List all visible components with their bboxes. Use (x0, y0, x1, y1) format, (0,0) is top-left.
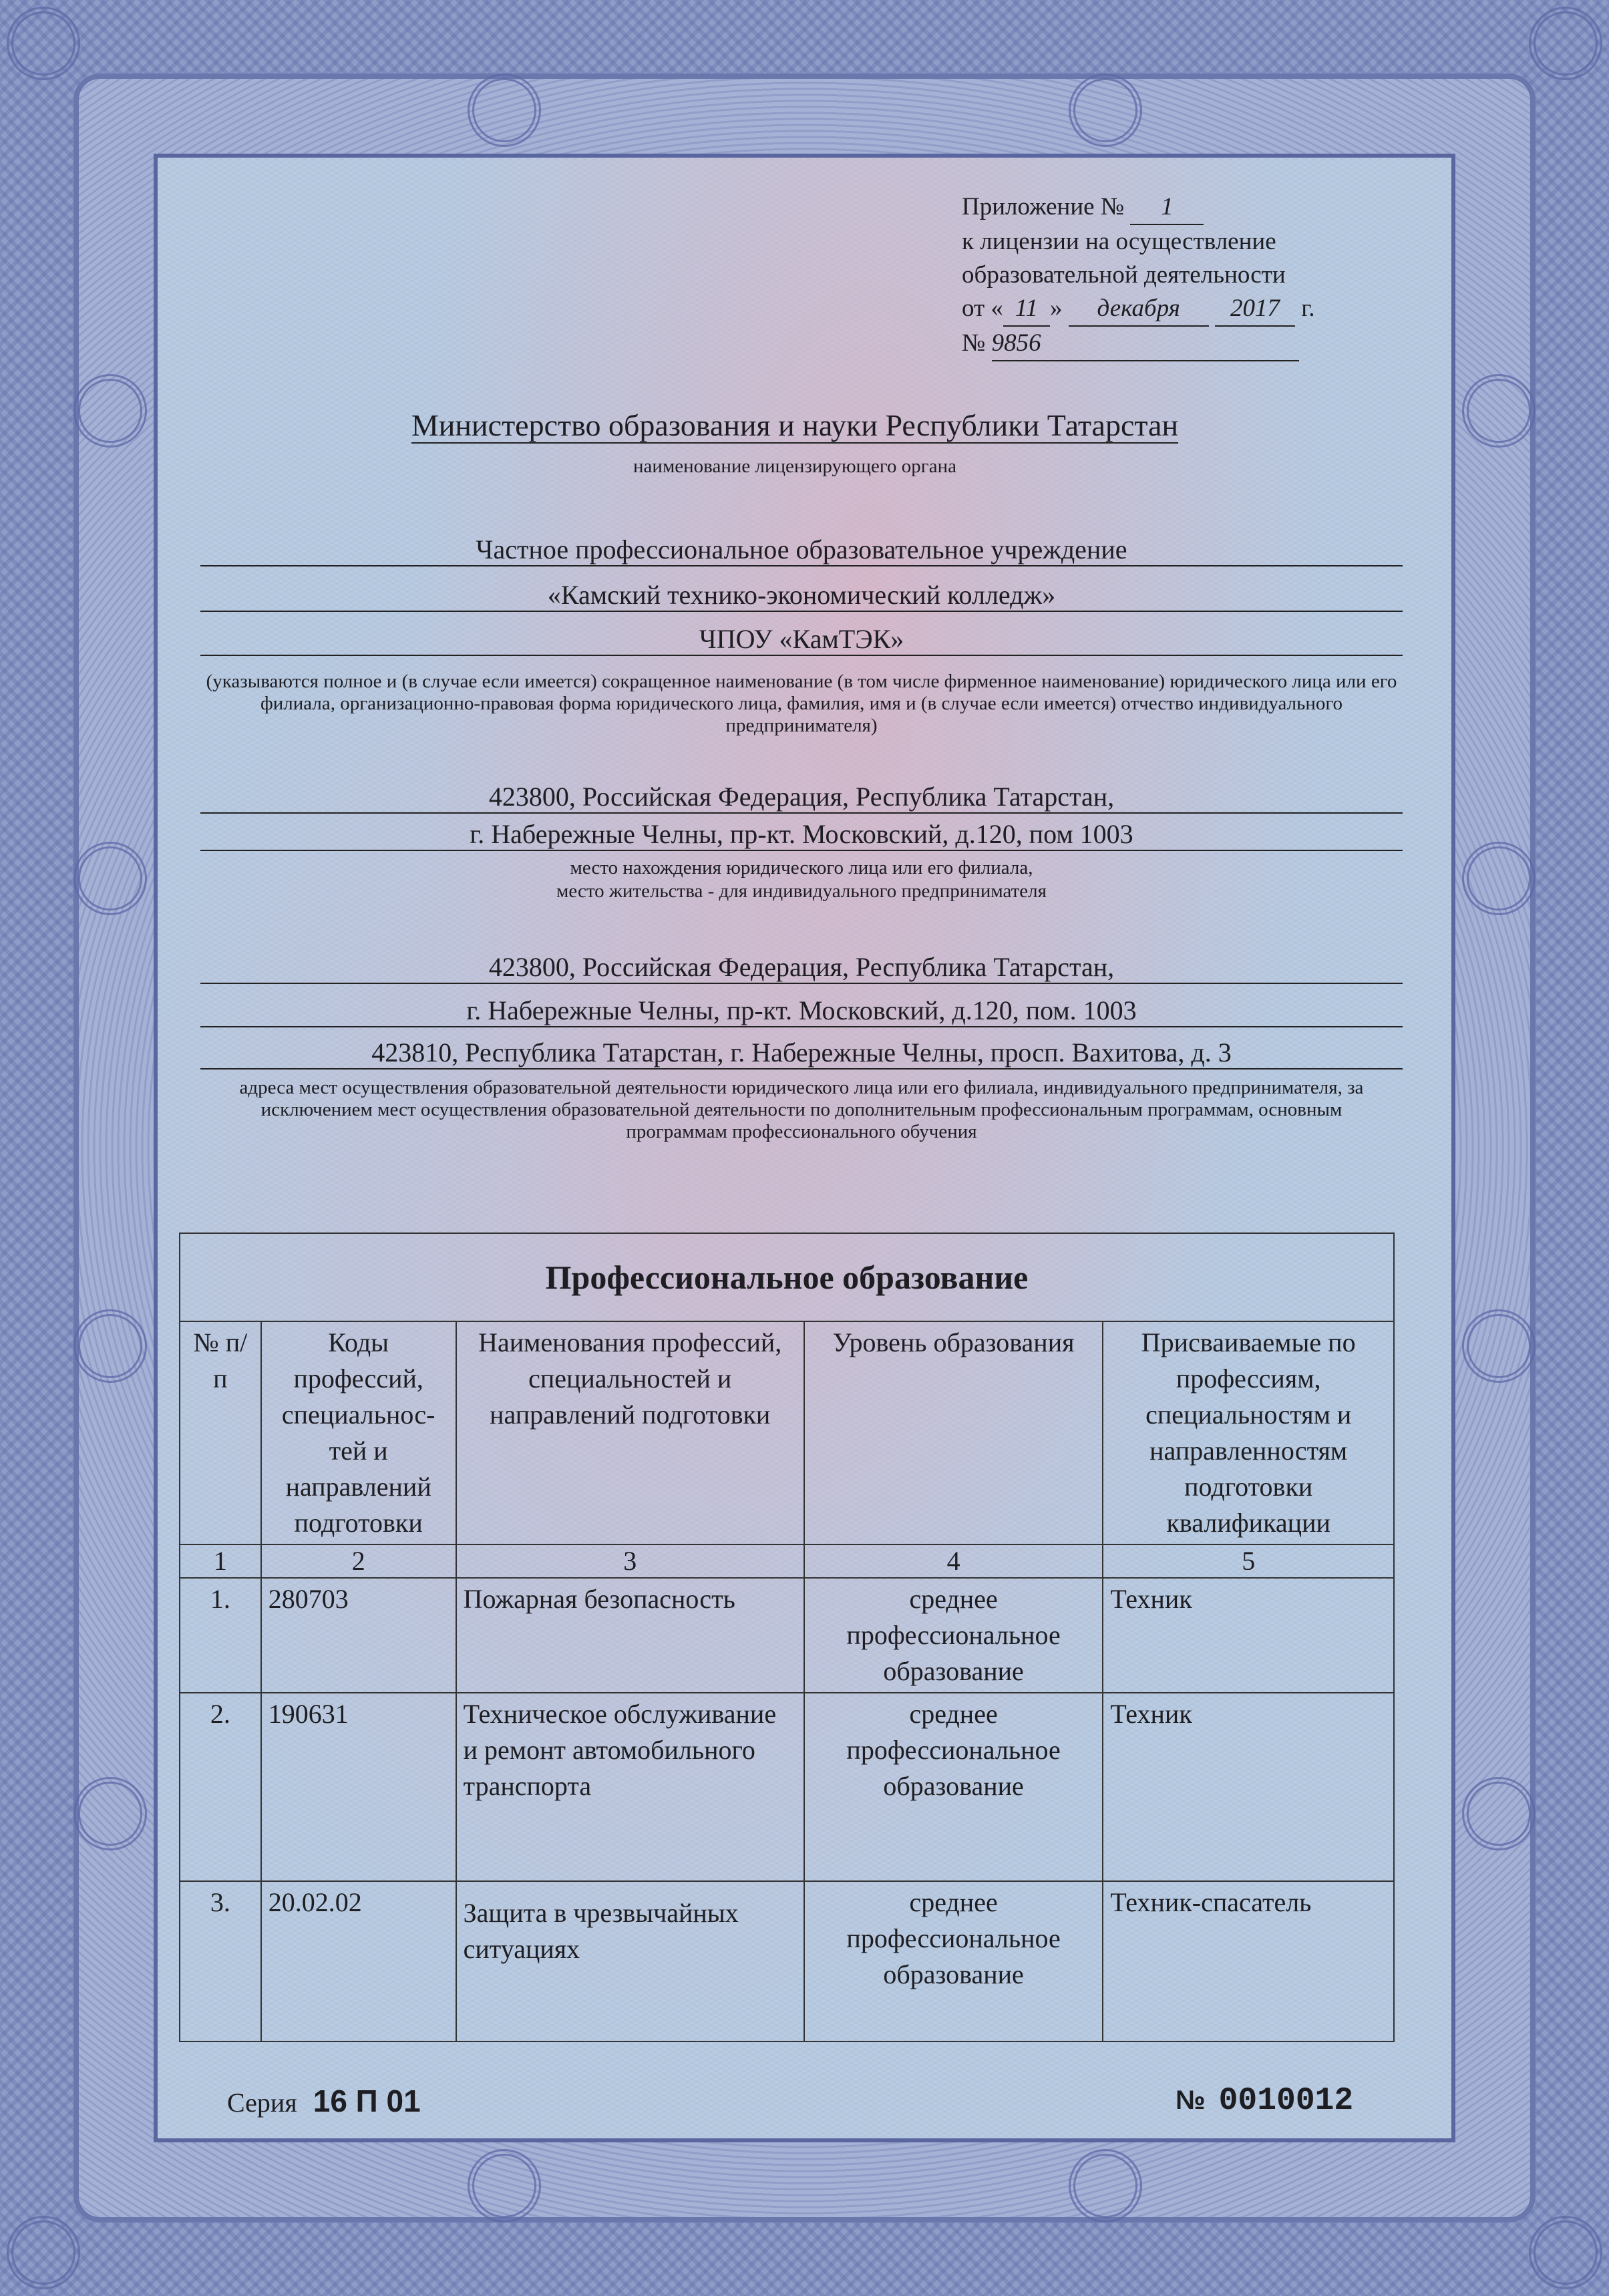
row-name: Пожарная безопасность (456, 1578, 804, 1693)
ornament-swirl-icon (73, 374, 147, 448)
header-codes: Коды профессий, специальнос-тей и направлений подготовки (261, 1321, 456, 1544)
ornament-swirl-icon (7, 2216, 80, 2289)
ornament-swirl-icon (73, 1777, 147, 1850)
ornament-swirl-icon (1069, 2149, 1142, 2223)
row-index: 3. (180, 1881, 261, 2041)
ornament-swirl-icon (1462, 842, 1536, 915)
column-number-row (180, 1544, 1394, 1578)
appendix-line3: образовательной деятельности (962, 261, 1286, 289)
appendix-line2: к лицензии на осуществление (962, 228, 1276, 255)
activity-address-line3: 423810, Республика Татарстан, г. Набережные Челны, просп. Вахитова, д. 3 (200, 1037, 1403, 1070)
appendix-label: Приложение № (962, 193, 1125, 220)
org-full-name-line2: «Камский технико-экономический колледж» (200, 580, 1403, 612)
row-name: Техническое обслуживание и ремонт автомобильного транспорта (456, 1693, 804, 1881)
license-prefix: № (962, 329, 986, 357)
header-names: Наименования профессий, специальностей и направлений подготовки (456, 1321, 804, 1544)
date-suffix: г. (1301, 295, 1315, 322)
ornament-swirl-icon (1462, 374, 1536, 448)
ornament-swirl-icon (1462, 1309, 1536, 1383)
ornament-swirl-icon (73, 842, 147, 915)
date-year: 2017 (1215, 292, 1295, 327)
col-number: 5 (1103, 1544, 1394, 1578)
location-caption1: место нахождения юридического лица или его филиала, (570, 857, 1033, 878)
date-day: 11 (1003, 292, 1050, 327)
form-number-value: 0010012 (1218, 2083, 1354, 2119)
ornament-swirl-icon (1462, 1777, 1536, 1850)
ornament-swirl-icon (468, 73, 541, 147)
ornament-swirl-icon (468, 2149, 541, 2223)
table-row (180, 1578, 1394, 1693)
row-level: среднее профессиональное образование (804, 1693, 1103, 1881)
org-full-name-line1: Частное профессиональное образовательное учреждение (200, 534, 1403, 566)
appendix-number: 1 (1130, 190, 1204, 225)
location-caption2: место жительства - для индивидуального предпринимателя (556, 880, 1047, 902)
row-index: 1. (180, 1578, 261, 1693)
row-qualification: Техник-спасатель (1103, 1881, 1394, 2041)
row-index: 2. (180, 1693, 261, 1881)
series-block (227, 2083, 421, 2119)
row-code: 190631 (261, 1693, 456, 1881)
ornament-swirl-icon (1529, 7, 1602, 80)
col-number: 3 (456, 1544, 804, 1578)
authority-name: Министерство образования и науки Республики Татарстан (411, 408, 1179, 442)
date-prefix: от « (962, 295, 1003, 322)
form-number-block (1176, 2083, 1353, 2119)
programs-table (179, 1233, 1395, 2042)
header-qualification: Присваиваемые по профессиям, специальностям и направленностям подготовки квалификации (1103, 1321, 1394, 1544)
table-title-row (180, 1233, 1394, 1321)
activity-caption: адреса мест осуществления образовательной деятельности юридического лица или его филиала, индивидуального предпринимателя, за исключением мест осуществления образовательной деятельности по дополнительным профессиональным программам, основным программам профессионального обучения (239, 1077, 1364, 1142)
row-code: 280703 (261, 1578, 456, 1693)
org-short-name: ЧПОУ «КамТЭК» (200, 624, 1403, 656)
series-label: Серия (227, 2088, 297, 2118)
header-level: Уровень образования (804, 1321, 1103, 1544)
ornament-swirl-icon (1529, 2216, 1602, 2289)
table-row (180, 1693, 1394, 1881)
org-caption: (указываются полное и (в случае если имеется) сокращенное наименование (в том числе фирменное наименование) юридического лица или его филиала, организационно-правовая форма юридического лица, фамилия, имя и (в случае если имеется) отчество индивидуального предпринимателя) (206, 671, 1397, 736)
row-code: 20.02.02 (261, 1881, 456, 2041)
location-line2: г. Набережные Челны, пр-кт. Московский, д.120, пом 1003 (200, 819, 1403, 851)
row-level: среднее профессиональное образование (804, 1881, 1103, 2041)
col-number: 1 (180, 1544, 261, 1578)
row-level: среднее профессиональное образование (804, 1578, 1103, 1693)
date-mid: » (1049, 295, 1063, 322)
table-header-row (180, 1321, 1394, 1544)
table-row (180, 1881, 1394, 2041)
ornament-swirl-icon (1069, 73, 1142, 147)
table-title: Профессиональное образование (180, 1233, 1394, 1321)
authority-caption: наименование лицензирующего органа (633, 456, 956, 477)
row-qualification: Техник (1103, 1578, 1394, 1693)
date-month: декабря (1069, 292, 1209, 327)
row-qualification: Техник (1103, 1693, 1394, 1881)
form-number-label: № (1176, 2086, 1206, 2115)
ornament-swirl-icon (7, 7, 80, 80)
location-line1: 423800, Российская Федерация, Республика Татарстан, (200, 782, 1403, 814)
activity-address-line2: г. Набережные Челны, пр-кт. Московский, д.120, пом. 1003 (200, 995, 1403, 1027)
license-number: 9856 (992, 327, 1299, 361)
row-name: Защита в чрезвычайных ситуациях (456, 1881, 804, 2041)
activity-address-line1: 423800, Российская Федерация, Республика Татарстан, (200, 952, 1403, 984)
authority-block (200, 407, 1389, 443)
col-number: 4 (804, 1544, 1103, 1578)
col-number: 2 (261, 1544, 456, 1578)
ornament-swirl-icon (73, 1309, 147, 1383)
series-value: 16 П 01 (313, 2084, 421, 2118)
appendix-block (962, 190, 1429, 361)
header-number: № п/п (180, 1321, 261, 1544)
